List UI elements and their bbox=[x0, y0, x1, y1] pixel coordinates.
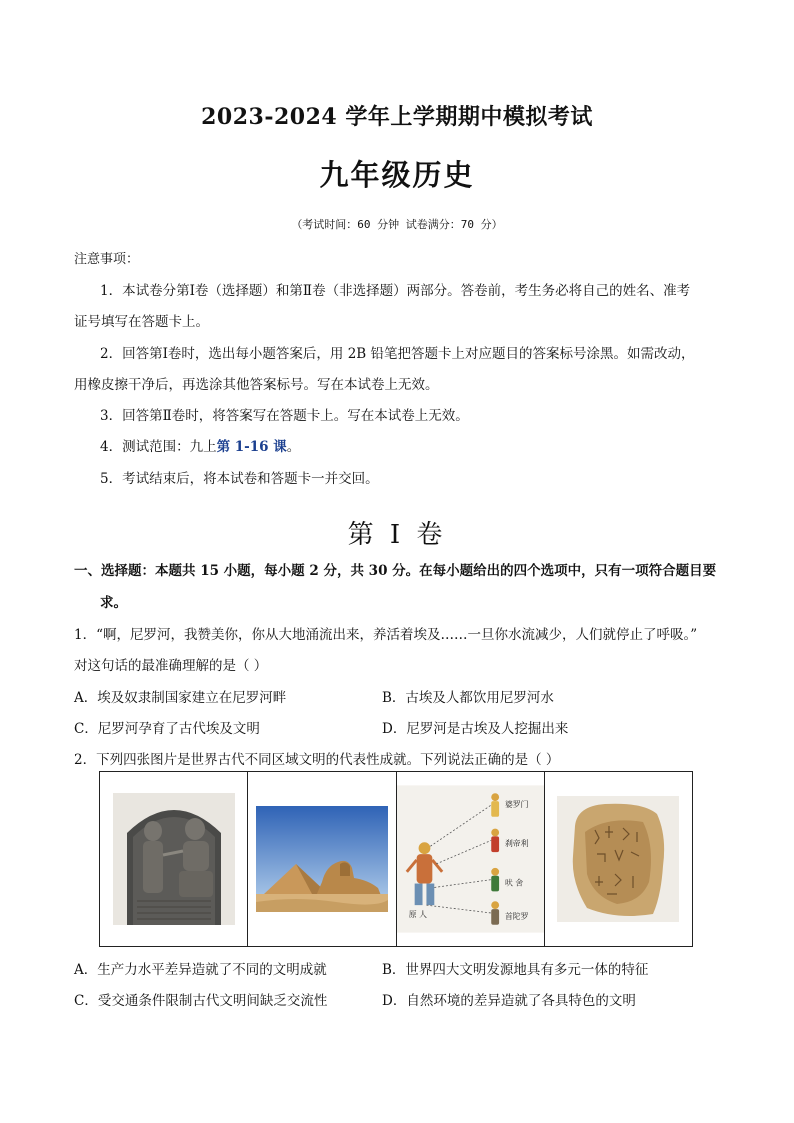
section-intro-line-1: 一、选择题：本题共 15 小题，每小题 2 分，共 30 分。在每小题给出的四个选项中，只有一项符合题目要 bbox=[74, 563, 717, 579]
caste-label-kshatriya: 刹帝利 bbox=[504, 839, 529, 849]
image-cell-oracle-bone bbox=[545, 772, 692, 946]
q2-option-a: A．生产力水平差异造就了不同的文明成就 bbox=[74, 962, 327, 978]
q2-option-c: C．受交通条件限制古代文明间缺乏交流性 bbox=[74, 993, 328, 1009]
note-1-line-2: 证号填写在答题卡上。 bbox=[74, 314, 209, 330]
q1-stem-line-2: 对这句话的最准确理解的是（ ） bbox=[74, 658, 268, 674]
note-4 bbox=[100, 435, 300, 455]
exam-info: （考试时间：60 分钟 试卷满分：70 分） bbox=[291, 218, 503, 231]
q1-option-d: D．尼罗河是古埃及人挖掘出来 bbox=[382, 721, 569, 737]
note-3: 3．回答第Ⅱ卷时，将答案写在答题卡上。写在本试卷上无效。 bbox=[100, 408, 469, 424]
note-4-suffix: 。 bbox=[286, 439, 301, 455]
q1-option-b: B．古埃及人都饮用尼罗河水 bbox=[382, 690, 554, 706]
note-2-line-2: 用橡皮擦干净后，再选涂其他答案标号。写在本试卷上无效。 bbox=[74, 377, 439, 393]
hammurabi-stele-image bbox=[113, 793, 235, 925]
q2-option-d: D．自然环境的差异造就了各具特色的文明 bbox=[382, 993, 636, 1009]
note-4-prefix: 4．测试范围：九上 bbox=[100, 439, 217, 455]
q2-stem: 2．下列四张图片是世界古代不同区域文明的代表性成就。下列说法正确的是（ ） bbox=[74, 752, 560, 768]
oracle-bone-image bbox=[557, 796, 679, 922]
image-cell-sphinx bbox=[248, 772, 396, 946]
caste-label-shudra: 首陀罗 bbox=[504, 911, 529, 921]
sphinx-pyramid-image bbox=[256, 806, 388, 912]
caste-label-brahmin: 婆罗门 bbox=[504, 799, 529, 809]
image-cell-caste bbox=[397, 772, 545, 946]
note-2-line-1: 2．回答第Ⅰ卷时，选出每小题答案后，用 2B 铅笔把答题卡上对应题目的答案标号涂黑。如需改动， bbox=[100, 346, 695, 362]
exam-title: 2023-2024 学年上学期期中模拟考试 bbox=[201, 104, 593, 130]
q1-stem-line-1: 1．“啊，尼罗河，我赞美你，你从大地涌流出来，养活着埃及……一旦你水流减少，人们就停止了呼吸。” bbox=[74, 627, 698, 643]
image-cell-hammurabi bbox=[100, 772, 248, 946]
q2-option-b: B．世界四大文明发源地具有多元一体的特征 bbox=[382, 962, 649, 978]
volume-title: 第 I 卷 bbox=[347, 520, 447, 550]
caste-diagram-image bbox=[397, 784, 544, 934]
note-5: 5．考试结束后，将本试卷和答题卡一并交回。 bbox=[100, 471, 379, 487]
q2-image-table bbox=[99, 771, 693, 947]
caste-label-vaishya: 吠 舍 bbox=[504, 878, 523, 888]
notes-heading: 注意事项： bbox=[74, 252, 140, 267]
section-intro-line-2: 求。 bbox=[100, 595, 127, 611]
caste-label-purusha: 原 人 bbox=[408, 909, 427, 919]
q1-option-c: C．尼罗河孕育了古代埃及文明 bbox=[74, 721, 260, 737]
exam-subject: 九年级历史 bbox=[319, 158, 475, 192]
note-4-range: 第 1-16 课 bbox=[216, 439, 287, 455]
note-1-line-1: 1．本试卷分第Ⅰ卷（选择题）和第Ⅱ卷（非选择题）两部分。答卷前，考生务必将自己的姓名、准考 bbox=[100, 283, 691, 299]
q1-option-a: A．埃及奴隶制国家建立在尼罗河畔 bbox=[74, 690, 287, 706]
